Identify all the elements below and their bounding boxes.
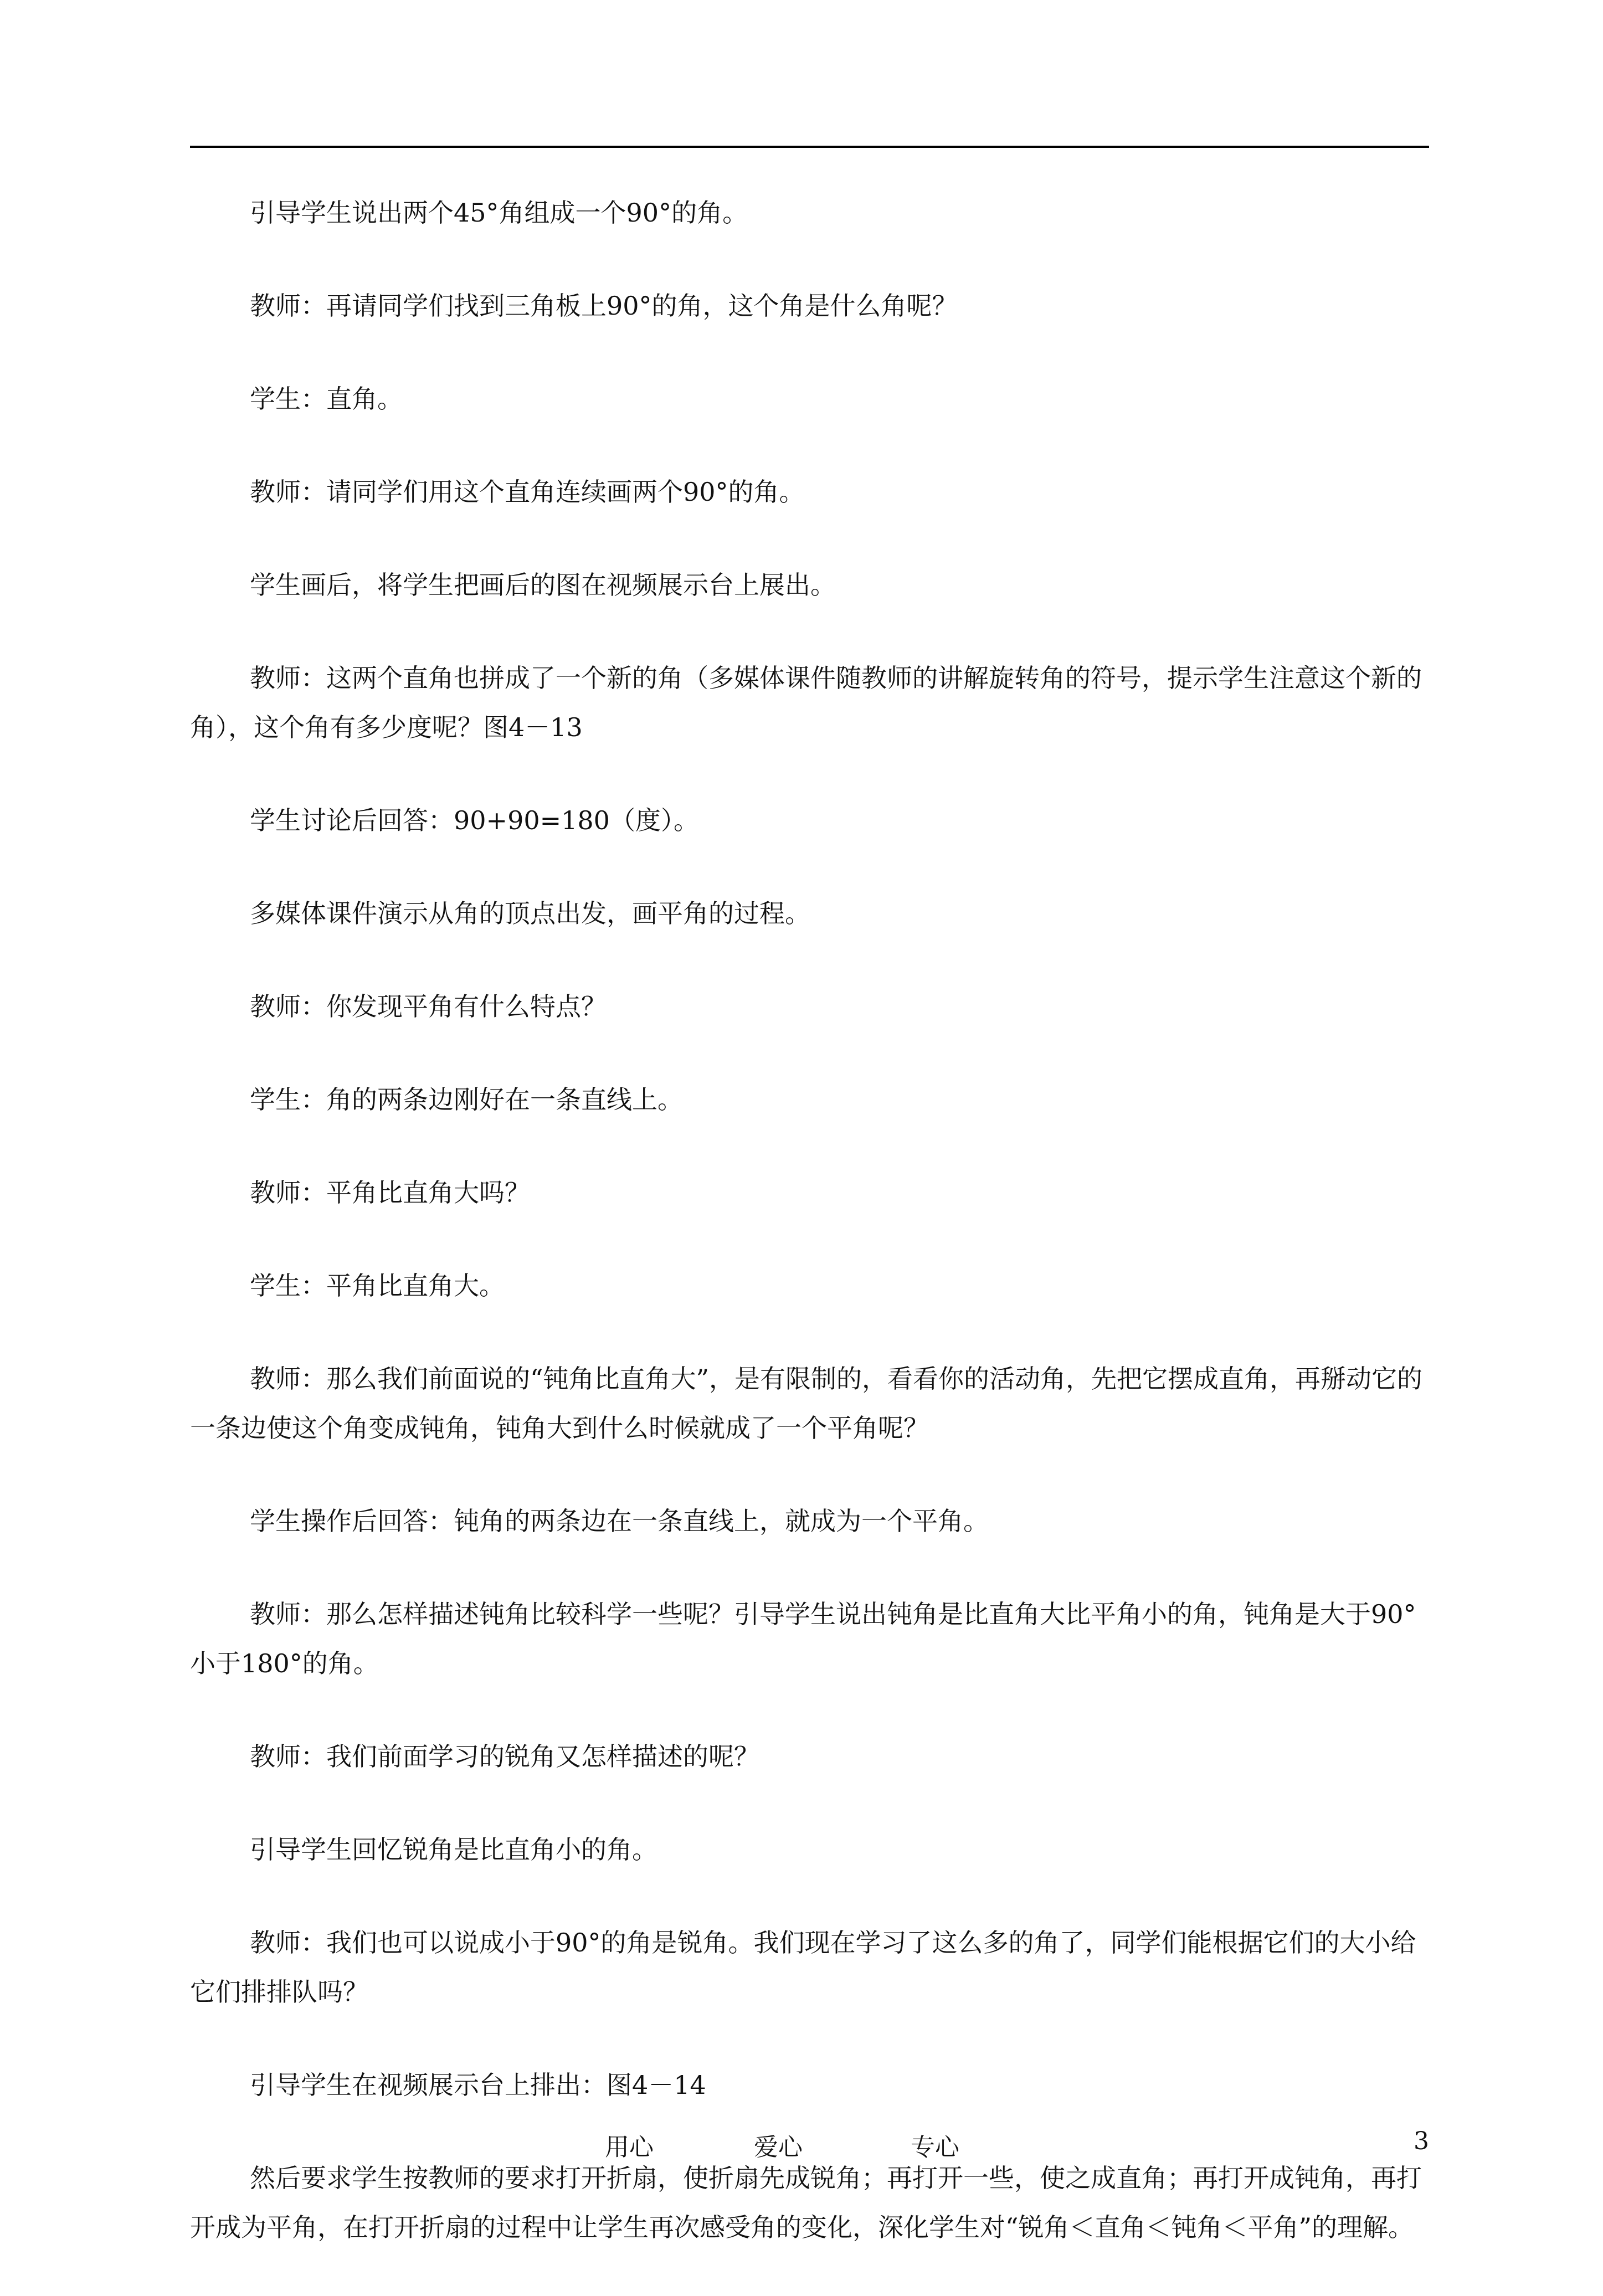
paragraph: 教师：再请同学们找到三角板上90°的角，这个角是什么角呢？	[250, 291, 958, 321]
paragraph: 学生：角的两条边刚好在一条直线上。	[250, 1085, 683, 1114]
paragraph: 学生：平角比直角大。	[250, 1271, 505, 1301]
paragraph: 教师：那么我们前面说的“钝角比直角大”，是有限制的，看看你的活动角，先把它摆成直角，再掰动它的一条边使这个角变成钝角，钝角大到什么时候就成了一个平角呢？	[190, 1364, 1423, 1443]
paragraph: 学生画后，将学生把画后的图在视频展示台上展出。	[250, 570, 836, 600]
paragraph: 引导学生说出两个45°角组成一个90°的角。	[250, 198, 748, 228]
paragraph: 教师：你发现平角有什么特点？	[250, 992, 607, 1021]
paragraph: 教师：请同学们用这个直角连续画两个90°的角。	[250, 477, 805, 507]
footer-motto: 用心	[605, 2133, 654, 2161]
page-footer	[0, 2127, 1603, 2166]
paragraph: 学生：直角。	[250, 384, 403, 414]
paragraph: 引导学生回忆锐角是比直角小的角。	[250, 1835, 657, 1864]
paragraph: 学生操作后回答：钝角的两条边在一条直线上，就成为一个平角。	[250, 1506, 989, 1536]
paragraph: 学生讨论后回答：90+90=180（度）。	[250, 805, 699, 835]
footer-motto: 爱心	[754, 2133, 803, 2161]
paragraph: 教师：平角比直角大吗？	[250, 1178, 530, 1208]
document-body	[190, 188, 1429, 2296]
paragraph: 教师：那么怎样描述钝角比较科学一些呢？引导学生说出钝角是比直角大比平角小的角，钝角是大于90°小于180°的角。	[190, 1599, 1416, 1678]
paragraph: 然后要求学生按教师的要求打开折扇，使折扇先成锐角；再打开一些，使之成直角；再打开成钝角，再打开成为平角，在打开折扇的过程中让学生再次感受角的变化，深化学生对“锐角＜直角＜钝角＜平角”的理解。	[190, 2163, 1422, 2242]
footer-motto: 专心	[911, 2133, 959, 2161]
paragraph: 多媒体课件演示从角的顶点出发，画平角的过程。	[250, 898, 810, 928]
paragraph: 教师：我们也可以说成小于90°的角是锐角。我们现在学习了这么多的角了，同学们能根据它们的大小给它们排排队吗？	[190, 1928, 1416, 2007]
page-number: 3	[1414, 2127, 1429, 2155]
paragraph: 引导学生在视频展示台上排出：图4－14	[250, 2070, 706, 2100]
paragraph: 教师：我们前面学习的锐角又怎样描述的呢？	[250, 1742, 759, 1771]
header-rule	[190, 146, 1429, 148]
paragraph: 教师：这两个直角也拼成了一个新的角（多媒体课件随教师的讲解旋转角的符号，提示学生注意这个新的角），这个角有多少度呢？图4－13	[190, 663, 1422, 742]
